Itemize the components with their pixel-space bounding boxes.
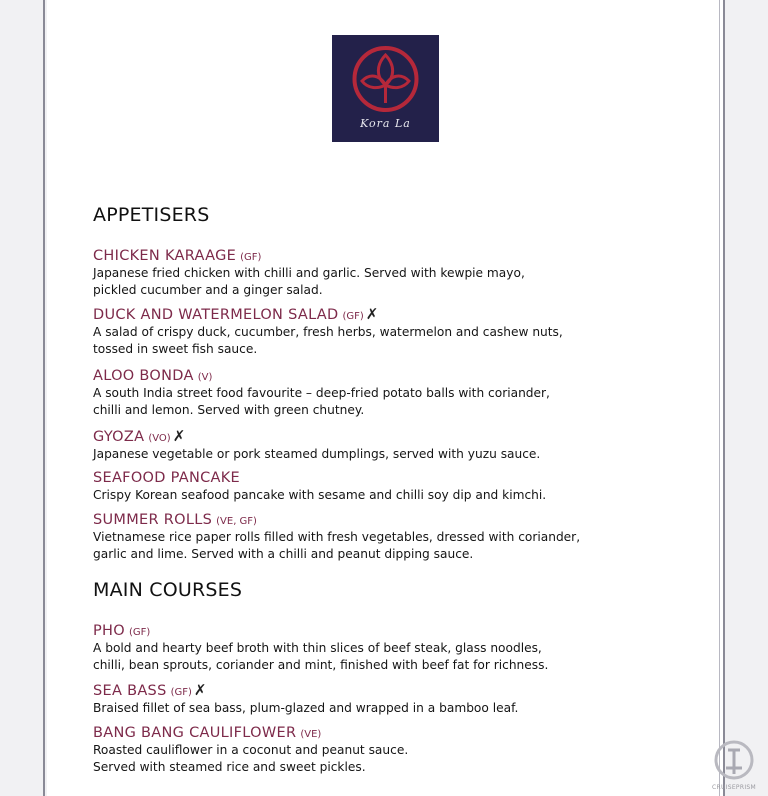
dietary-tag: (GF) bbox=[128, 627, 151, 638]
dish-description bbox=[93, 265, 613, 299]
dish-description bbox=[93, 487, 613, 504]
description-line: garlic and lime. Served with a chilli and peanut dipping sauce. bbox=[93, 547, 474, 561]
watermark-logo bbox=[706, 738, 762, 794]
dish-description bbox=[93, 446, 613, 463]
page-border-right bbox=[723, 0, 725, 796]
description-line: A south India street food favourite – deep-fried potato balls with coriander, bbox=[93, 386, 550, 400]
description-line: Japanese fried chicken with chilli and garlic. Served with kewpie mayo, bbox=[93, 266, 525, 280]
dietary-tag: (VE, GF) bbox=[216, 516, 257, 527]
menu-item bbox=[93, 722, 613, 776]
description-line: pickled cucumber and a ginger salad. bbox=[93, 283, 323, 297]
dietary-tag: (GF) bbox=[342, 311, 364, 322]
menu-item bbox=[93, 680, 613, 717]
description-line: tossed in sweet fish sauce. bbox=[93, 342, 258, 356]
dish-description bbox=[93, 640, 613, 674]
knife-fork-icon: ✗ bbox=[172, 427, 186, 445]
menu-item bbox=[93, 365, 613, 419]
knife-fork-icon: ✗ bbox=[365, 305, 379, 323]
dish-description bbox=[93, 742, 613, 776]
menu-item bbox=[93, 426, 613, 463]
dish-name: DUCK AND WATERMELON SALAD bbox=[93, 307, 339, 323]
restaurant-logo bbox=[332, 35, 439, 142]
dish-name: PHO bbox=[93, 623, 125, 639]
description-line: Crispy Korean seafood pancake with sesame and chilli soy dip and kimchi. bbox=[93, 488, 547, 502]
dietary-tag: (VO) bbox=[148, 433, 171, 444]
dish-description bbox=[93, 385, 613, 419]
menu-item bbox=[93, 467, 613, 504]
menu-item bbox=[93, 509, 613, 563]
section-title-appetisers: APPETISERS bbox=[93, 204, 210, 226]
description-line: Japanese vegetable or pork steamed dumplings, served with yuzu sauce. bbox=[93, 447, 541, 461]
dish-name: BANG BANG CAULIFLOWER bbox=[93, 725, 297, 741]
menu-item bbox=[93, 620, 613, 674]
menu-item bbox=[93, 245, 613, 299]
dish-name: ALOO BONDA bbox=[93, 368, 194, 384]
description-line: chilli and lemon. Served with green chutney. bbox=[93, 403, 365, 417]
watermark-text: CRUISEPRISM bbox=[712, 784, 756, 791]
dish-name: GYOZA bbox=[93, 429, 145, 445]
dietary-tag: (GF) bbox=[170, 687, 192, 698]
logo-brand-text: Kora La bbox=[360, 117, 411, 130]
dish-description bbox=[93, 529, 613, 563]
description-line: Vietnamese rice paper rolls filled with fresh vegetables, dressed with coriander, bbox=[93, 530, 581, 544]
dish-name: CHICKEN KARAAGE bbox=[93, 248, 237, 264]
dietary-tag: (VE) bbox=[300, 729, 322, 740]
knife-fork-icon: ✗ bbox=[193, 681, 207, 699]
description-line: A salad of crispy duck, cucumber, fresh herbs, watermelon and cashew nuts, bbox=[93, 325, 563, 339]
page-border-left bbox=[43, 0, 45, 796]
trefoil-flower-icon bbox=[348, 43, 423, 115]
description-line: chilli, bean sprouts, coriander and mint, finished with beef fat for richness. bbox=[93, 658, 549, 672]
description-line: Braised fillet of sea bass, plum-glazed and wrapped in a bamboo leaf. bbox=[93, 701, 519, 715]
dietary-tag: (V) bbox=[197, 372, 213, 383]
menu-item bbox=[93, 304, 613, 358]
description-line: Roasted cauliflower in a coconut and peanut sauce. bbox=[93, 743, 409, 757]
dish-description bbox=[93, 700, 613, 717]
dish-name: SEA BASS bbox=[93, 683, 167, 699]
description-line: A bold and hearty beef broth with thin slices of beef steak, glass noodles, bbox=[93, 641, 542, 655]
dish-description bbox=[93, 324, 613, 358]
section-title-main-courses: MAIN COURSES bbox=[93, 579, 243, 601]
dietary-tag: (GF) bbox=[240, 252, 262, 263]
description-line: Served with steamed rice and sweet pickles. bbox=[93, 760, 366, 774]
watermark-icon bbox=[706, 738, 762, 784]
dish-name: SUMMER ROLLS bbox=[93, 512, 213, 528]
page-border-right-inner bbox=[719, 0, 720, 796]
dish-name: SEAFOOD PANCAKE bbox=[93, 470, 241, 486]
